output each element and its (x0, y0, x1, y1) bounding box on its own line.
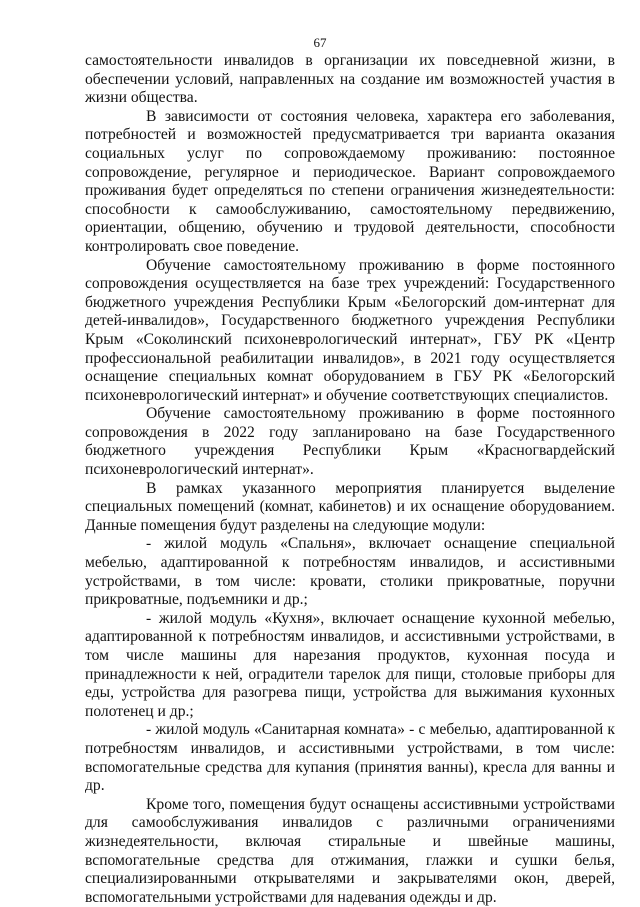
list-item-kitchen-module: - жилой модуль «Кухня», включает оснащение кухонной мебелью, адаптированной к потребностям инвалидов, и ассистивными устройствами, в том числе машины для нарезания продуктов, кухонная посуда и принадлежности к ней, оградители тарелок для пищи, столовые приборы для еды, устройства для разогрева пищи, устройства для выжимания кухонных полотенец и др.; (85, 609, 615, 720)
document-body (85, 52, 615, 907)
paragraph-assistive-devices: Кроме того, помещения будут оснащены ассистивными устройствами для самообслуживания инвалидов с различными ограничениями жизнедеятельности, включая стиральные и швейные машины, вспомогательные средства для отжимания, глажки и сушки белья, специализированными открывателями и закрывателями окон, дверей, вспомогательными устройствами для надевания одежды и др. (85, 795, 615, 906)
paragraph-special-rooms: В рамках указанного мероприятия планируется выделение специальных помещений (комнат, кабинетов) и их оснащение оборудованием. Данные помещения будут разделены на следующие модули: (85, 479, 615, 534)
paragraph-continuation: самостоятельности инвалидов в организации их повседневной жизни, в обеспечении условий, направленных на создание им возможностей участия в жизни общества. (85, 52, 615, 107)
paragraph-permanent-support-institutions: Обучение самостоятельному проживанию в форме постоянного сопровождения осуществляется на базе трех учреждений: Государственного бюджетного учреждения Республики Крым «Белогорский дом-интернат для детей-инвалидов», Государственного бюджетного учреждения Республики Крым «Соколинский психоневрологический интернат», ГБУ РК «Центр профессиональной реабилитации инвалидов», в 2021 году осуществляется оснащение специальных комнат оборудованием в ГБУ РК «Белогорский психоневрологический интернат» и обучение соответствующих специалистов. (85, 256, 615, 404)
page-number: 67 (313, 35, 327, 50)
paragraph-2022-plan: Обучение самостоятельному проживанию в форме постоянного сопровождения в 2022 году запланировано на базе Государственного бюджетного учреждения Республики Крым «Красногвардейский психоневрологический интернат». (85, 405, 615, 479)
paragraph-support-options: В зависимости от состояния человека, характера его заболевания, потребностей и возможностей предусматривается три варианта оказания социальных услуг по сопровождаемому проживанию: постоянное сопровождение, регулярное и периодическое. Вариант сопровождаемого проживания будет определяться по степени ограничения жизнедеятельности: способности к самообслуживанию, самостоятельному передвижению, ориентации, общению, обучению и трудовой деятельности, способности контролировать свое поведение. (85, 107, 615, 255)
list-item-bedroom-module: - жилой модуль «Спальня», включает оснащение специальной мебелью, адаптированной к потребностям инвалидов, и ассистивными устройствами, в том числе: кровати, столики прикроватные, поручни прикроватные, подъемники и др.; (85, 535, 615, 609)
list-item-sanitary-module: - жилой модуль «Санитарная комната» - с мебелью, адаптированной к потребностям инвалидов, и ассистивными устройствами, в том числе: вспомогательные средства для купания (принятия ванны), кресла для ванны и др. (85, 721, 615, 795)
